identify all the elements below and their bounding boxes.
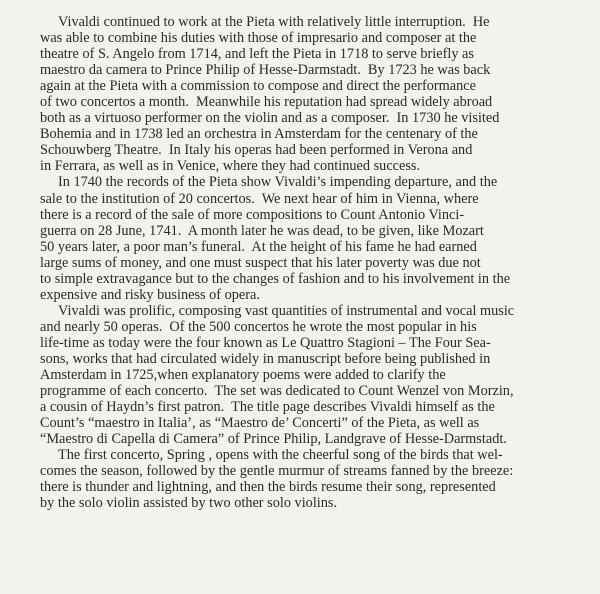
- paragraph-3: [40, 303, 596, 447]
- paragraph-2: [40, 174, 596, 302]
- text-line: there is thunder and lightning, and then the birds resume their song, represented: [40, 479, 496, 496]
- text-line: programme of each concerto. The set was dedicated to Count Wenzel von Morzin,: [40, 383, 514, 400]
- text-line: The first concerto, Spring , opens with the cheerful song of the birds that wel-: [58, 447, 503, 464]
- text-line: Vivaldi continued to work at the Pieta with relatively little interruption. He: [58, 14, 490, 30]
- text-line: comes the season, followed by the gentle murmur of streams fanned by the breeze:: [40, 463, 514, 480]
- text-line: to simple extravagance but to the changes of fashion and to his involvement in the: [40, 270, 511, 287]
- text-line: there is a record of the sale of more compositions to Count Antonio Vinci-: [40, 206, 465, 223]
- body-text: [40, 14, 596, 511]
- text-line: In 1740 the records of the Pieta show Vivaldi’s impending departure, and the: [58, 174, 498, 191]
- text-line: sons, works that had circulated widely in manuscript before being published in: [40, 350, 491, 367]
- text-line: Bohemia and in 1738 led an orchestra in Amsterdam for the centenary of the: [40, 126, 478, 143]
- text-line: sale to the institution of 20 concertos. We next hear of him in Vienna, where: [40, 190, 479, 207]
- text-line: both as a virtuoso performer on the violin and as a composer. In 1730 he visited: [40, 110, 500, 127]
- text-line: Amsterdam in 1725,when explanatory poems were added to clarify the: [40, 367, 446, 384]
- text-line: of two concertos a month. Meanwhile his reputation had spread widely abroad: [40, 94, 493, 111]
- text-line: Vivaldi was prolific, composing vast quantities of instrumental and vocal music: [58, 302, 515, 319]
- text-line: in Ferrara, as well as in Venice, where they had continued success.: [40, 158, 421, 175]
- text-line: a cousin of Haydn’s first patron. The title page describes Vivaldi himself as the: [40, 399, 495, 416]
- text-line: was able to combine his duties with those of impresario and composer at the: [40, 30, 477, 47]
- text-line: by the solo violin assisted by two other solo violins.: [40, 495, 338, 512]
- text-line: guerra on 28 June, 1741. A month later he was dead, to be given, like Mozart: [40, 222, 484, 239]
- paragraph-4: [40, 447, 596, 511]
- paragraph-1: [40, 14, 596, 174]
- text-line: large sums of money, and one must suspect that his later poverty was due not: [40, 254, 481, 271]
- text-line: maestro da camera to Prince Philip of Hesse-Darmstadt. By 1723 he was back: [40, 62, 491, 79]
- text-line: “Maestro di Capella di Camera” of Prince Philip, Landgrave of Hesse-Darmstadt.: [40, 431, 507, 448]
- text-line: Count’s “maestro in Italia’, as “Maestro de’ Concerti” of the Pieta, as well as: [40, 415, 480, 432]
- text-line: life-time as today were the four known as Le Quattro Stagioni – The Four Sea-: [40, 334, 491, 351]
- text-line: Schouwberg Theatre. In Italy his operas had been performed in Verona and: [40, 142, 473, 159]
- text-line: expensive and risky business of opera.: [40, 286, 260, 303]
- text-line: 50 years later, a poor man’s funeral. At the height of his fame he had earned: [40, 238, 477, 255]
- text-line: again at the Pieta with a commission to compose and direct the performance: [40, 78, 476, 95]
- text-line: and nearly 50 operas. Of the 500 concertos he wrote the most popular in his: [40, 318, 477, 335]
- text-line: theatre of S. Angelo from 1714, and left the Pieta in 1718 to serve briefly as: [40, 46, 474, 63]
